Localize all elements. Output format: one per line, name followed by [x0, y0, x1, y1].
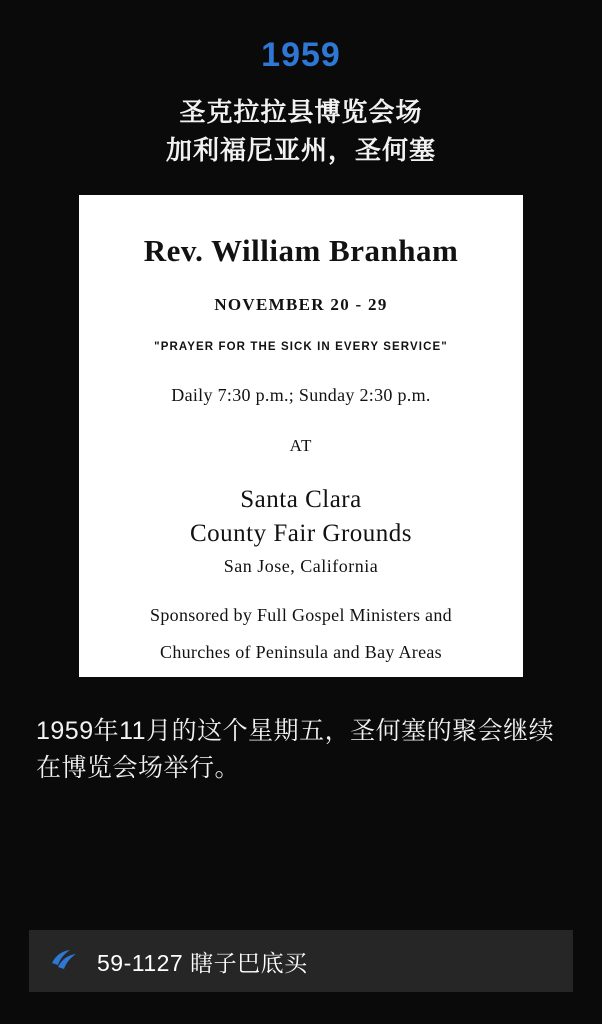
poster-sponsor-line-2: Churches of Peninsula and Bay Areas: [160, 642, 442, 663]
poster-dates: NOVEMBER 20 - 29: [214, 295, 388, 315]
poster-image: [79, 195, 523, 677]
page-title-year: 1959: [261, 36, 341, 74]
venue-heading: [166, 94, 436, 169]
audio-player-bar[interactable]: [29, 930, 573, 992]
audio-track-label: 59-1127 瞎子巴底买: [97, 949, 308, 976]
poster-at-label: AT: [289, 436, 313, 456]
poster-quote: "PRAYER FOR THE SICK IN EVERY SERVICE": [154, 341, 448, 354]
poster-sponsor-line-1: Sponsored by Full Gospel Ministers and: [150, 605, 452, 626]
poster-title: Rev. William Branham: [143, 233, 459, 269]
venue-line-2: 加利福尼亚州，圣何塞: [165, 134, 436, 165]
audio-wave-icon: [47, 944, 81, 978]
poster-content: [79, 233, 523, 663]
poster-place-line-1: Santa Clara: [240, 486, 362, 514]
venue-line-1: 圣克拉拉县博览会场: [179, 97, 423, 127]
caption-text: 1959年11月的这个星期五，圣何塞的聚会继续在博览会场举行。: [36, 717, 555, 782]
poster-city: San Jose, California: [223, 556, 379, 577]
poster-place-line-2: County Fair Grounds: [190, 520, 412, 548]
poster-times: Daily 7:30 p.m.; Sunday 2:30 p.m.: [171, 385, 431, 406]
